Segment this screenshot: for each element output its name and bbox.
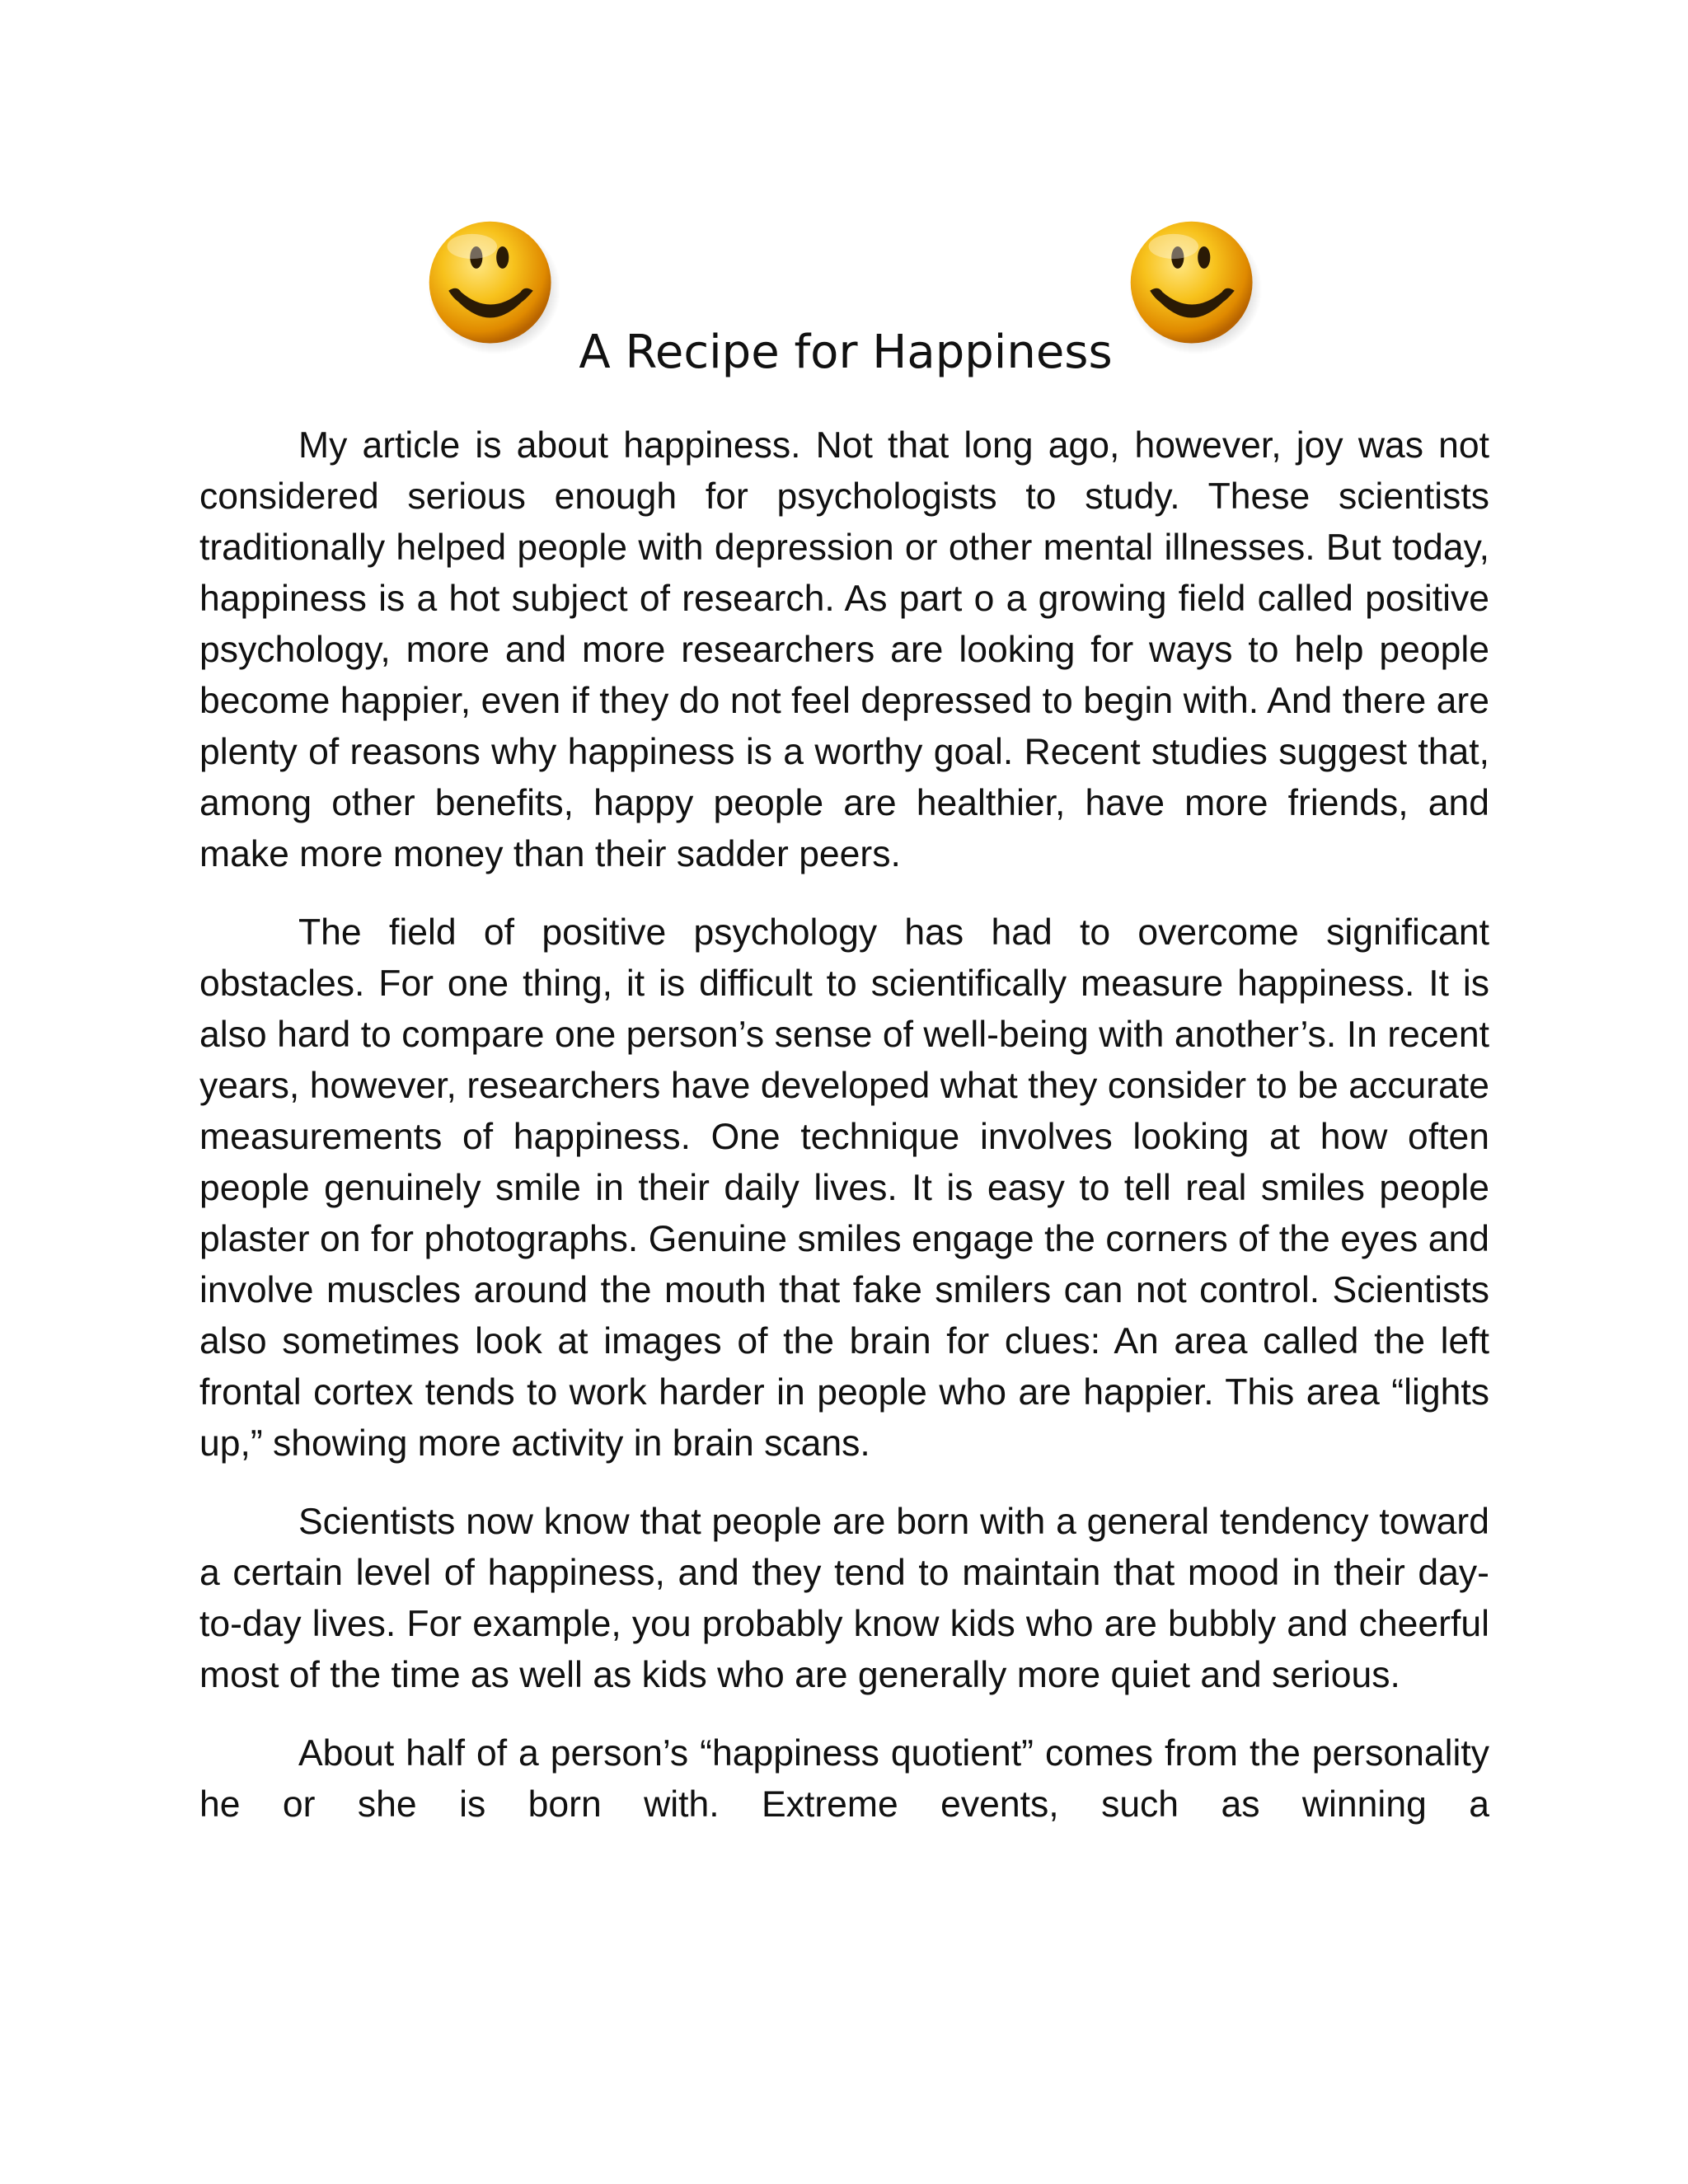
article-body [199, 420, 1489, 1858]
paragraph-2: The field of positive psychology has had to overcome significant obstacles. For one thing, it is difficult to scientifically measure happiness. It is also hard to compare one person’s sense of well-being with another’s. In recent years, however, researchers have developed what they consider to be accurate measurements of happiness. One technique involves looking at how often people genuinely smile in their daily lives. It is easy to tell real smiles people plaster on for photographs. Genuine smiles engage the corners of the eyes and involve muscles around the mouth that fake smilers can not control. Scientists also sometimes look at images of the brain for clues: An area called the left frontal cortex tends to work harder in people who are happier. This area “lights up,” showing more activity in brain scans. [199, 912, 1489, 1464]
paragraph-3: Scientists now know that people are born with a general tendency toward a certain level of happiness, and they tend to maintain that mood in their day-to-day lives. For example, you probably know kids who are bubbly and cheerful most of the time as well as kids who are generally more quiet and serious. [199, 1502, 1489, 1695]
document-title: A Recipe for Happiness [579, 326, 1113, 379]
paragraph-1: My article is about happiness. Not that long ago, however, joy was not considered serious enough for psychologists to study. These scientists traditionally helped people with depression or other mental illnesses. But today, happiness is a hot subject of research. As part o a growing field called positive psychology, more and more researchers are looking for ways to help people become happier, even if they do not feel depressed to begin with. And there are plenty of reasons why happiness is a worthy goal. Recent studies suggest that, among other benefits, happy people are healthier, have more friends, and make more money than their sadder peers. [199, 425, 1489, 874]
paragraph-4: About half of a person’s “happiness quotient” comes from the personality he or she is born with. Extreme events, such as winning a [199, 1733, 1489, 1825]
